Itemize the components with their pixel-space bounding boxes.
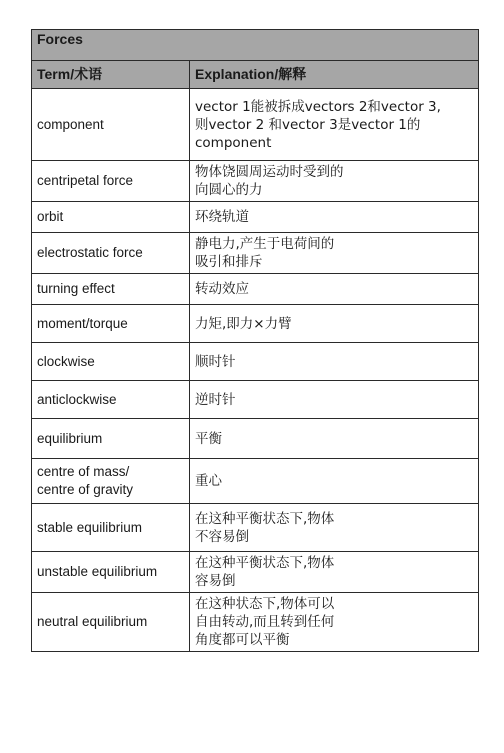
term-text: centre of mass/ centre of gravity (37, 464, 134, 497)
table-row (32, 89, 479, 161)
explanation-cell (190, 504, 479, 552)
explanation-text: 静电力,产生于电荷间的 吸引和排斥 (195, 236, 335, 270)
explanation-cell (190, 459, 479, 504)
table-row (32, 504, 479, 552)
table-title: Forces (32, 30, 479, 61)
term-text: equilibrium (37, 430, 103, 446)
term-cell (32, 202, 190, 233)
forces-glossary-table (31, 29, 479, 652)
term-text: neutral equilibrium (37, 614, 148, 629)
explanation-text: 在这种平衡状态下,物体 容易倒 (195, 555, 335, 589)
explanation-cell (190, 305, 479, 343)
term-text: turning effect (37, 281, 115, 296)
table-header-row (32, 61, 479, 89)
term-cell (32, 419, 190, 459)
column-header-term: Term/术语 (32, 61, 190, 89)
term-text: moment/torque (37, 315, 128, 331)
term-cell (32, 504, 190, 552)
column-header-explanation: Explanation/解释 (190, 61, 479, 89)
table-row (32, 381, 479, 419)
table-row (32, 593, 479, 652)
table-row (32, 419, 479, 459)
term-text: clockwise (37, 353, 95, 369)
term-cell (32, 233, 190, 274)
term-cell (32, 274, 190, 305)
explanation-cell (190, 552, 479, 593)
explanation-text: 转动效应 (195, 281, 249, 297)
explanation-cell (190, 419, 479, 459)
explanation-text: 物体饶圆周运动时受到的 向圆心的力 (195, 164, 344, 198)
explanation-text: 在这种平衡状态下,物体 不容易倒 (195, 510, 335, 545)
table-row (32, 343, 479, 381)
term-cell (32, 552, 190, 593)
term-cell (32, 343, 190, 381)
explanation-cell (190, 593, 479, 652)
glossary-sheet (31, 29, 478, 652)
explanation-cell (190, 343, 479, 381)
explanation-text: vector 1能被拆成vectors 2和vector 3, 则vector 2 和vector 3是vector 1的 component (195, 98, 441, 151)
term-cell (32, 305, 190, 343)
term-cell (32, 89, 190, 161)
table-row (32, 274, 479, 305)
term-cell (32, 459, 190, 504)
term-text: unstable equilibrium (37, 564, 158, 579)
term-text: orbit (37, 209, 64, 224)
explanation-cell (190, 202, 479, 233)
term-cell (32, 593, 190, 652)
term-text: stable equilibrium (37, 519, 143, 535)
explanation-cell (190, 89, 479, 161)
explanation-cell (190, 274, 479, 305)
term-text: electrostatic force (37, 245, 143, 260)
table-row (32, 459, 479, 504)
explanation-text: 力矩,即力×力臂 (195, 315, 292, 332)
table-row (32, 202, 479, 233)
term-text: anticlockwise (37, 391, 117, 407)
explanation-text: 环绕轨道 (195, 209, 249, 225)
explanation-text: 在这种状态下,物体可以 自由转动,而且转到任何 角度都可以平衡 (195, 596, 335, 648)
term-cell (32, 381, 190, 419)
explanation-text: 逆时针 (195, 391, 236, 408)
term-cell (32, 161, 190, 202)
table-row (32, 552, 479, 593)
explanation-cell (190, 161, 479, 202)
explanation-text: 顺时针 (195, 353, 236, 370)
table-row (32, 161, 479, 202)
term-text: centripetal force (37, 173, 134, 188)
explanation-cell (190, 233, 479, 274)
glossary-body (32, 30, 479, 652)
table-title-row (32, 30, 479, 61)
explanation-text: 平衡 (195, 430, 222, 447)
explanation-text: 重心 (195, 473, 222, 489)
term-text: component (37, 116, 104, 132)
table-row (32, 305, 479, 343)
table-row (32, 233, 479, 274)
explanation-cell (190, 381, 479, 419)
